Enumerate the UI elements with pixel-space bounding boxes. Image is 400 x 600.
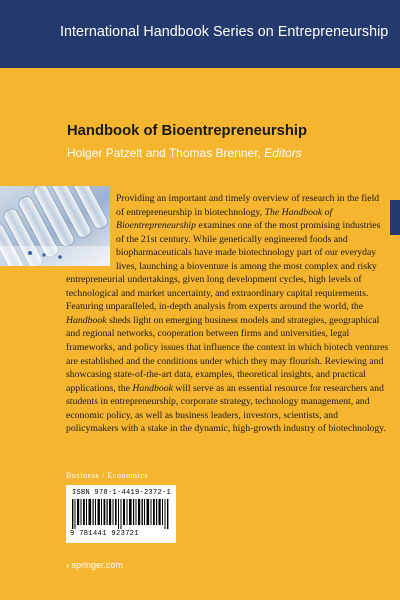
editors-label: Editors xyxy=(264,146,302,160)
blurb-part-italic: Handbook xyxy=(66,314,107,326)
publisher-url: springer.com xyxy=(71,560,124,570)
blurb-part-italic: The Handbook of Bioentrepreneurship xyxy=(116,206,333,232)
barcode-icon xyxy=(72,499,170,529)
series-banner xyxy=(0,0,400,68)
book-description xyxy=(66,192,389,436)
isbn-text: ISBN 978-1-4419-2372-1 xyxy=(72,489,172,497)
barcode-label xyxy=(66,485,176,543)
book-editors xyxy=(67,146,302,160)
editor-names: Holger Patzelt and Thomas Brenner, xyxy=(67,146,261,160)
blurb-part-italic: Handbook xyxy=(132,382,173,394)
photo-wrap-space xyxy=(66,192,116,273)
publisher-link[interactable] xyxy=(66,560,123,570)
blurb-part: examines one of the most promising industries of the 21st century. While genetically engineered foods and biopharmaceuticals have made biotechnology part of our everyday lives, launching a bioventure is among the most complex and risky entrepreneurial undertakings, given long development cycles, high levels of technological and market uncertainty, and extraordinary capital requirements. Featuring unparalleled, in-depth analysis from experts around the world, the xyxy=(66,220,381,313)
blurb-part: sheds light on emerging business models and strategies, geographical and regional networks, cooperation between firms and universities, legal frameworks, and policy issues that influence the context in which biotech ventures are established and the conditions under which they may flourish. Reviewing and showcasing state-of-the-art data, examples, theoretical insights, and practical applications, the xyxy=(66,314,389,394)
ean-digits: 9 781441 923721 xyxy=(70,530,140,538)
series-title: International Handbook Series on Entrepreneurship xyxy=(60,24,389,40)
blurb-part: Providing an important and timely overview of research in the field of entrepreneurship in biotechnology, xyxy=(116,193,380,218)
subject-category: Business / Economics xyxy=(66,471,149,480)
chevron-right-icon: › xyxy=(66,560,69,570)
blurb-part: will serve as an essential resource for researchers and students in entrepreneurship, corporate strategy, technology management, and economic policy, as well as business leaders, investors, scientists, and policymakers with a stake in the dynamic, high-growth industry of biotechnology. xyxy=(66,382,386,435)
book-title: Handbook of Bioentrepreneurship xyxy=(67,123,308,139)
side-accent-bar xyxy=(390,200,400,235)
